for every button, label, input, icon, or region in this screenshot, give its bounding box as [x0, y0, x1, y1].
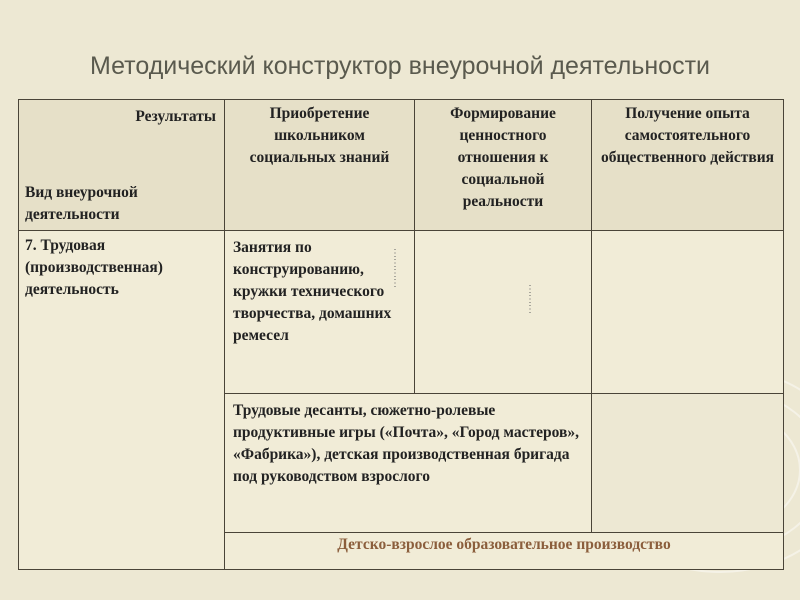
corner-cell	[19, 100, 225, 231]
column-header-3: Получение опыта самостоятельного общественного действия	[592, 100, 784, 231]
blank-area	[592, 394, 784, 533]
level1-empty-cell-3	[592, 231, 784, 394]
row-label: 7. Трудовая (производственная) деятельность	[19, 231, 225, 570]
level3-cell: Детско-взрослое образовательное производство	[225, 533, 784, 570]
results-label: Результаты	[135, 108, 216, 125]
table-row	[19, 231, 784, 394]
activity-type-label: Вид внеурочной деятельности	[25, 184, 138, 223]
level2-cell: Трудовые десанты, сюжетно-ролевые продуктивные игры («Почта», «Город мастеров», «Фабрика»), детская производственная бригада под руководством взрослого	[225, 394, 592, 533]
methodical-table	[18, 99, 784, 570]
dotted-arrow-marker: ⋮ ⋮ ⋮	[525, 284, 535, 315]
level1-empty-cell-2	[415, 231, 592, 394]
header-row	[19, 100, 784, 231]
column-header-2: Формирование ценностного отношения к социальной реальности	[415, 100, 592, 231]
column-header-1: Приобретение школьником социальных знаний	[225, 100, 415, 231]
level1-cell: Занятия по конструированию, кружки технического творчества, домашних ремесел ⋮ ⋮ ⋮ ⋮	[225, 231, 415, 394]
dotted-arrow-marker: ⋮ ⋮ ⋮ ⋮	[390, 248, 400, 289]
slide-title: Методический конструктор внеурочной деятельности	[90, 52, 710, 80]
